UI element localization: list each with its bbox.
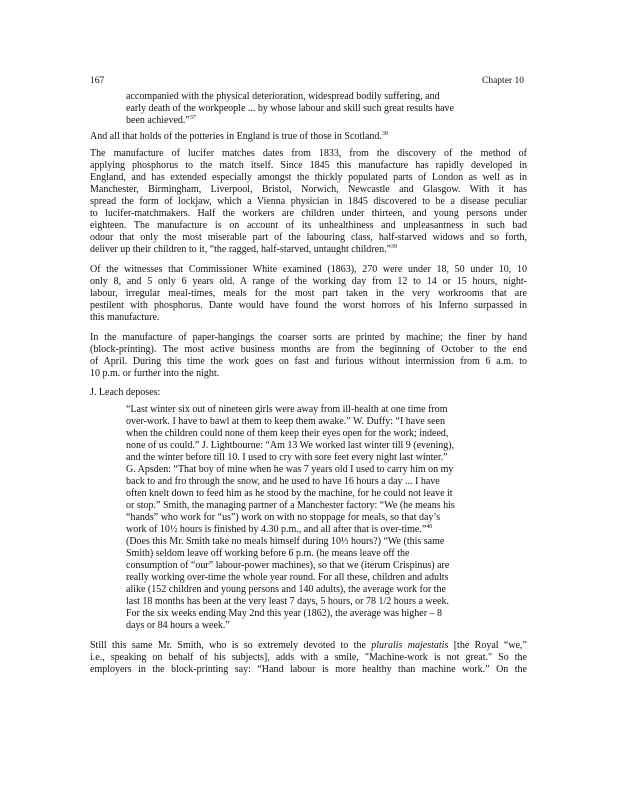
quote-line: really working over-time the whole year round. For all these, children and adults (126, 572, 449, 583)
quote-line: none of us could.” J. Lightbourne: “Am 13 We worked last winter till 9 (evening), (126, 440, 455, 451)
quote-line: alike (152 children and young persons and 140 adults), the average work for the (126, 584, 446, 595)
paragraph-line: odour that only the most miserable part of the labouring class, half-starved widows and so forth, (90, 232, 527, 243)
italic-phrase: pluralis majestatis (371, 640, 449, 651)
quote-line: last 18 months has been at the very least 7 days, 5 hours, or 78 1/2 hours a week. (126, 596, 449, 607)
paragraph-line: 10 p.m. or further into the night. (90, 368, 220, 379)
paragraph-text: [the Royal “we,” (448, 640, 527, 651)
chapter-heading: Chapter 10 (482, 76, 524, 86)
paragraph-line: Manchester, Birmingham, Liverpool, Bristol, Norwich, Newcastle and Glasgow. With it has (90, 184, 527, 195)
paragraph-line: labour, irregular meal-times, meals for the most part taken in the very workrooms that are (90, 288, 527, 299)
paragraph-line: to lucifer-matchmakers. Half the workers are children under thirteen, and young persons under (90, 208, 527, 219)
quote-line: For the six weeks ending May 2nd this year (1862), the average was higher – 8 (126, 608, 443, 619)
quote-line: back to and fro through the snow, and he used to have 16 hours a day ... I have (126, 476, 440, 487)
quote-line: (Does this Mr. Smith take no meals himself during 10⅓ hours?) “We (this same (126, 536, 445, 547)
paragraph-line (90, 640, 527, 652)
paragraph-line: eighteen. The manufacture is on account of its unhealthiness and unpleasantness in such bad (90, 220, 527, 231)
quote-line (126, 115, 196, 127)
footnote-ref: 39 (391, 244, 398, 250)
quote-text: been achieved.” (126, 115, 190, 126)
quote-line: when the children could none of them keep their eyes open for the work; indeed, (126, 428, 449, 439)
quote-line: “Last winter six out of nineteen girls were away from ill-health at one time from (126, 404, 448, 415)
footnote-ref: 37 (189, 115, 196, 121)
paragraph-line (90, 244, 397, 256)
paragraph-line: of April. During this time the work goes on fast and furious without intermission from 6 a.m. to (90, 356, 527, 367)
paragraph-text: deliver up their children to it, “the ragged, half-starved, untaught children.” (90, 244, 392, 255)
quote-line: consumption of “our” labour-power machines), so that we (iterum Crispinus) are (126, 560, 450, 571)
paragraph-text: And all that holds of the potteries in England is true of those in Scotland. (90, 131, 382, 142)
paragraph-text: Still this same Mr. Smith, who is so extremely devoted to the (90, 640, 372, 651)
paragraph-line: (block-printing). The most active business months are from the beginning of October to the end (90, 344, 527, 355)
paragraph-line: i.e., speaking on behalf of his subjects], adds with a smile, "Machine-work is not great." So the (90, 652, 527, 663)
paragraph-line: applying phosphorus to the match itself. Since 1845 this manufacture has rapidly developed in (90, 160, 527, 171)
paragraph-line: spread the form of lockjaw, which a Vienna physician in 1845 discovered to be a disease peculiar (90, 196, 527, 207)
paragraph-line: England, and has extended especially amongst the thickly populated parts of London as well as in (90, 172, 527, 183)
paragraph-line: Of the witnesses that Commissioner White examined (1863), 270 were under 18, 50 under 10, 10 (90, 264, 527, 275)
paragraph-line: J. Leach deposes: (90, 387, 161, 398)
paragraph-line (90, 131, 388, 143)
quote-line: G. Apsden: “That boy of mine when he was 7 years old I used to carry him on my (126, 464, 454, 475)
quote-line: accompanied with the physical deterioration, widespread bodily suffering, and (126, 91, 440, 102)
quote-line: “hands” who work for “us”) work on with no stoppage for meals, so that day’s (126, 512, 441, 523)
quote-line: often knelt down to feed him as he stood by the machine, for he could not leave it (126, 488, 453, 499)
paragraph-line: employers in the block-printing say: “Hand labour is more healthy than machine work.” On the (90, 664, 527, 675)
quote-line: early death of the workpeople ... by whose labour and skill such great results have (126, 103, 454, 114)
paragraph-line: pestilent with phosphorus. Dante would have found the worst horrors of his Inferno surpassed in (90, 300, 527, 311)
page-number: 167 (90, 76, 105, 86)
footnote-ref: 40 (426, 524, 433, 530)
quote-line: days or 84 hours a week.” (126, 620, 230, 631)
quote-line: over-work. I have to bawl at them to keep them awake.” W. Duffy: “I have seen (126, 416, 445, 427)
quote-line: and the winter before till 10. I used to cry with sore feet every night last winter.” (126, 452, 448, 463)
paragraph-line: In the manufacture of paper-hangings the coarser sorts are printed by machine; the finer by hand (90, 332, 527, 343)
quote-line: or stop.” Smith, the managing partner of a Manchester factory: “We (he means his (126, 500, 455, 511)
paragraph-line: The manufacture of lucifer matches dates from 1833, from the discovery of the method of (90, 148, 527, 159)
footnote-ref: 38 (381, 131, 388, 137)
paragraph-line: this manufacture. (90, 312, 160, 323)
quote-text: work of 10½ hours is finished by 4.30 p.m., and all after that is over-time.” (126, 524, 427, 535)
paragraph-line: only 8, and 5 only 6 years old. A range of the working day from 12 to 14 or 15 hours, night- (90, 276, 527, 287)
quote-line (126, 524, 432, 536)
quote-line: Smith) seldom leave off working before 6 p.m. (he means leave off the (126, 548, 410, 559)
